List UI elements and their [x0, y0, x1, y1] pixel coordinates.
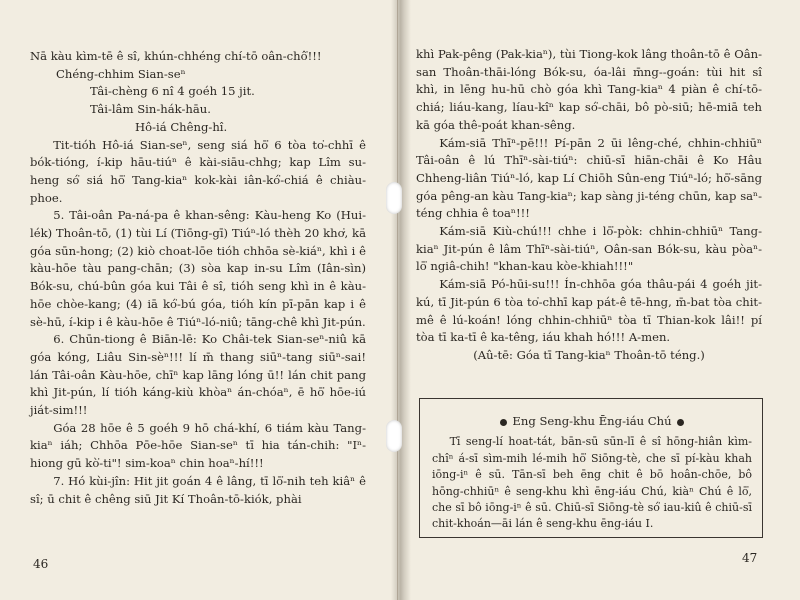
- closing-note: (Aû-tē: Góa tī Tang-kiaⁿ Thoân-tō téng.): [473, 347, 705, 362]
- paragraph: Góa 28 hōe ê 5 goéh 9 hō chá-khí, 6 tiám kàu Tang-kiaⁿ iáh; Chhōa Pōe-hōe Sian-seⁿ tī hia tán-chih: "Iⁿ-hiong gū kò͘-ti"! sim-koaⁿ chin hoaⁿ-hí!!!: [30, 420, 366, 471]
- left-page-text: [30, 48, 366, 508]
- paragraph: Kám-siā Pó-hūi-su!!! Ín-chhōa góa thâu-pái 4 goéh jit-kú, tī Jit-pún 6 tòa to͘-chhī kap pát-ê tē-hng, m̄-bat tòa chit-mê ê lú-koán! lóng chhin-chhiūⁿ tòa tī Thian-kok lâi!! pí tòa tī ka-tī ê ka-têng, iáu khah hó!!! A-men.: [416, 277, 762, 345]
- paragraph: Kám-siā Kiù-chú!!! chhe i lō͘-pòk: chhin-chhiūⁿ Tang-kiaⁿ Jit-pún ê lâm Thīⁿ-sài-tiúⁿ, Oân-san Bók-su, kàu pòaⁿ-lō͘ ngiâ-chih! "khan-kau kòe-khiah!!!": [416, 224, 762, 274]
- text-line: Nā kàu kìm-tē ê sî, khún-chhéng chí-tō oân-chô͘!!!: [30, 49, 322, 63]
- box-body: Tī seng-lí hoat-tát, bān-sū sūn-lī ê sî hōng-hiân kìm-chîⁿ á-sī sìm-mih lé-mih hō͘ Siōng-tè, che sī pí-kàu khah iōng-iⁿ ê sū. Tān-sī beh ēng chit ê bō hoân-chōe, bô hōng-chhiūⁿ ê seng-khu khì ēng-iáu Chú, kiàⁿ Chú ê lō͘, che sī bô iōng-iⁿ ê sū. Chiū-sī Siōng-tè só͘ iau-kiû ê chiū-sī chit-khoán—āi lán ê seng-khu ēng-iáu I.: [432, 435, 752, 531]
- page-number-right: 47: [742, 551, 758, 565]
- paragraph: Tit-tióh Hô-iá Sian-seⁿ, seng siá hō͘ 6 tòa to͘-chhī ê bók-tióng, í-kip hāu-tiúⁿ ê kài-siāu-chhg; kap Lîm su-heng só͘ siá hō͘ Tang-kiaⁿ kok-kài iân-kó͘-chiá ê chiàu-phoe.: [30, 137, 366, 205]
- bullet-icon: [677, 419, 684, 426]
- letter-signature: Hô-iá Chêng-hî.: [135, 119, 228, 134]
- paragraph: Kám-siā Thīⁿ-pē!!! Pí-pān 2 ūi lêng-ché, chhin-chhiūⁿ Tâi-oân ê lú Thīⁿ-sài-tiúⁿ: chiū-sī hiān-chāi ê Ko Hâu Chheng-liân Tiúⁿ-ló, kap Lí Chiōh Sûn-eng Tiúⁿ-ló; hō͘-sāng góa pêng-an kàu Tang-kiaⁿ; kap sàng ji-téng chūn, kap saⁿ-téng chhia ê toaⁿ!!!: [416, 135, 762, 221]
- staple-hole: [386, 182, 402, 214]
- bullet-icon: [500, 419, 507, 426]
- paragraph: khì Pak-pêng (Pak-kiaⁿ), tùi Tiong-kok lâng thoân-tō ê Oân-san Thoân-thāi-lóng Bók-su, óa-lâi m̄ng--goán: tùi hit sî khì, in lēng hu-hū chò góa khì Tang-kiaⁿ 4 piàn ê chí-tō-chiá; liáu-kang, líau-kîⁿ kap só͘-chāi, bô pò-siū; hē-miā teh kā góa thê-poát khan-sêng.: [416, 47, 762, 132]
- box-title: [432, 413, 752, 429]
- right-page-text: [416, 46, 762, 365]
- letter-date: Tâi-chèng 6 nî 4 goéh 15 jit.: [90, 84, 255, 99]
- paragraph: 6. Chūn-tiong ê Biān-lē: Ko Châi-tek Sian-seⁿ-niû kā góa kóng, Liâu Sin-sèⁿ!!! lí m̄ thang siūⁿ-tang siūⁿ-sai! lán Tâi-oân Kàu-hōe, chīⁿ kap lāng lóng ū!! lán chit pang khì Jit-pún, lí tióh káng-kiù khòaⁿ án-chóaⁿ, ē hō͘ hōe-iú jiát-sim!!!: [30, 332, 366, 418]
- boxed-article: [419, 398, 763, 538]
- paragraph: 7. Hó kùi-jîn: Hit jit goán 4 ê lâng, tī lō͘-nih teh kiâⁿ ê sî; ū chit ê chêng siū Jit Kí Thoân-tō-kiók, phài: [30, 473, 366, 506]
- salutation: Chéng-chhim Sian-seⁿ: [56, 66, 186, 81]
- box-title-text: Eng Seng-khu Ēng-iáu Chú: [512, 414, 672, 428]
- page-number-left: 46: [33, 557, 49, 571]
- paragraph: 5. Tâi-oân Pa-ná-pa ê khan-sêng: Kàu-heng Ko (Hui-lék) Thoân-tō, (1) tùi Lí (Tiōng-gī) Tiúⁿ-ló thèh 20 khơ͘, kā góa sūn-hong; (2) kiò choat-lōe tióh chhōa sè-kiáⁿ, khì i ê kàu-hōe tàu pang-chān; (3) sòa kap in-su Lîm (Iân-sìn) Bók-su, chú-bûn góa kui Tâi ê sî, tióh seng khì in ê kàu-hōe chòe-kang; (4) iā kó͘-bú góa, tióh kín pī-pān kap i ê sè-hū, í-kip i ê kàu-hōe ê Tiúⁿ-ló-niû; tāng-chê khì Jit-pún.: [30, 208, 366, 329]
- staple-hole: [386, 420, 402, 452]
- letter-place: Tâi-lâm Sin-hák-hāu.: [90, 102, 211, 117]
